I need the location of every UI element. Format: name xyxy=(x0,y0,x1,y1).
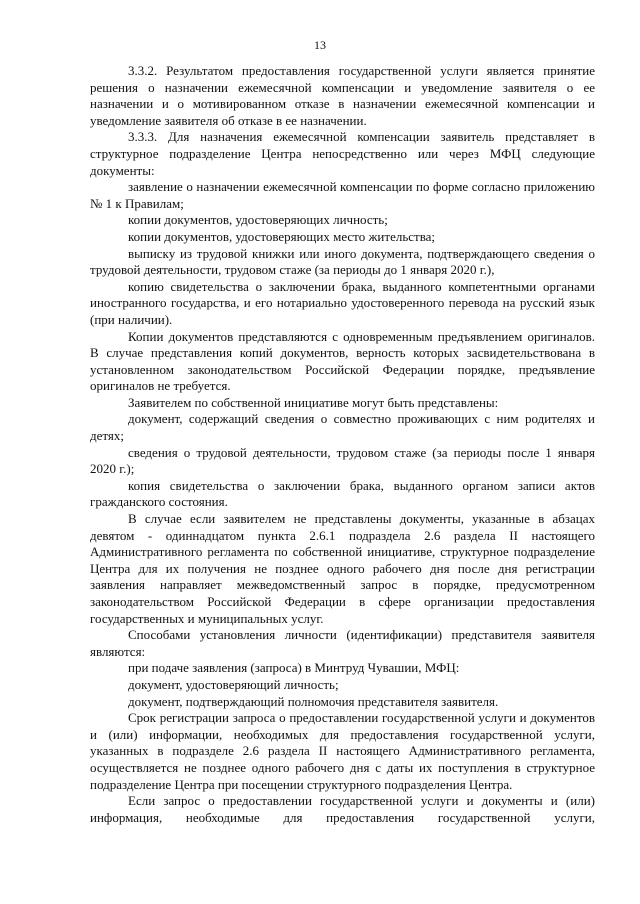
paragraph: документ, удостоверяющий личность; xyxy=(128,676,339,692)
paragraph: заявление о назначении ежемесячной компенсации по форме согласно приложению № 1 к Правилам; xyxy=(90,179,595,211)
paragraph: сведения о трудовой деятельности, трудовом стаже (за периоды после 1 января 2020 г.); xyxy=(90,444,595,477)
paragraph: Срок регистрации запроса о предоставлении государственной услуги и документов и (или) информации, необходимых для предоставления государственной услуги, указанных в подразделе 2.6 раздела II настоящего Административного регламента, осуществляется не позднее одного рабочего дня с даты их поступления в структурное подразделение Центра при посещении структурного подразделения Центра. xyxy=(90,710,595,792)
paragraph: документ, подтверждающий полномочия представителя заявителя. xyxy=(128,693,499,709)
paragraph: 3.3.2. Результатом предоставления государственной услуги является принятие решения о назначении ежемесячной компенсации и уведомление заявителя о ее назначении и о мотивированном отказе в назначении ежемесячной компенсации и уведомление заявителя об отказе в ее назначении. xyxy=(90,63,595,128)
paragraph: копии документов, удостоверяющих личность; xyxy=(128,212,388,228)
paragraph: копии документов, удостоверяющих место жительства; xyxy=(128,228,436,244)
page-number: 13 xyxy=(314,38,326,52)
body-text xyxy=(90,63,595,826)
paragraph: копию свидетельства о заключении брака, выданного компетентными органами иностранного государства, и его нотариально удостоверенного перевода на русский язык (при наличии). xyxy=(90,278,595,327)
paragraph: Копии документов представляются с одновременным предъявлением оригиналов. В случае представления копий документов, верность которых засвидетельствована в установленном законодательством Российской Федерации порядке, предъявление оригиналов не требуется. xyxy=(90,328,595,394)
paragraph: Заявителем по собственной инициативе могут быть представлены: xyxy=(128,394,499,410)
paragraph: Способами установления личности (идентификации) представителя заявителя являются: xyxy=(90,627,595,659)
paragraph: при подаче заявления (запроса) в Минтруд Чувашии, МФЦ: xyxy=(128,660,460,676)
paragraph: 3.3.3. Для назначения ежемесячной компенсации заявитель представляет в структурное подразделение Центра непосредственно или через МФЦ следующие документы: xyxy=(90,129,595,178)
paragraph: копия свидетельства о заключении брака, выданного органом записи актов гражданского состояния. xyxy=(90,477,595,510)
paragraph: Если запрос о предоставлении государственной услуги и документы и (или) информация, необходимые для предоставления государственной услуги, xyxy=(90,793,595,825)
paragraph: выписку из трудовой книжки или иного документа, подтверждающего сведения о трудовой деятельности, трудовом стаже (за периоды до 1 января 2020 г.), xyxy=(90,245,595,278)
paragraph: В случае если заявителем не представлены документы, указанные в абзацах девятом - одиннадцатом пункта 2.6.1 подраздела 2.6 раздела II настоящего Административного регламента по собственной инициативе, структурное подразделение Центра для их получения не позднее одного рабочего дня после дня регистрации заявления направляет межведомственный запрос в порядке, предусмотренном законодательством Российской Федерации в сфере организации предоставления государственных и муниципальных услуг. xyxy=(90,511,595,626)
paragraph: документ, содержащий сведения о совместно проживающих с ним родителях и детях; xyxy=(90,411,595,444)
